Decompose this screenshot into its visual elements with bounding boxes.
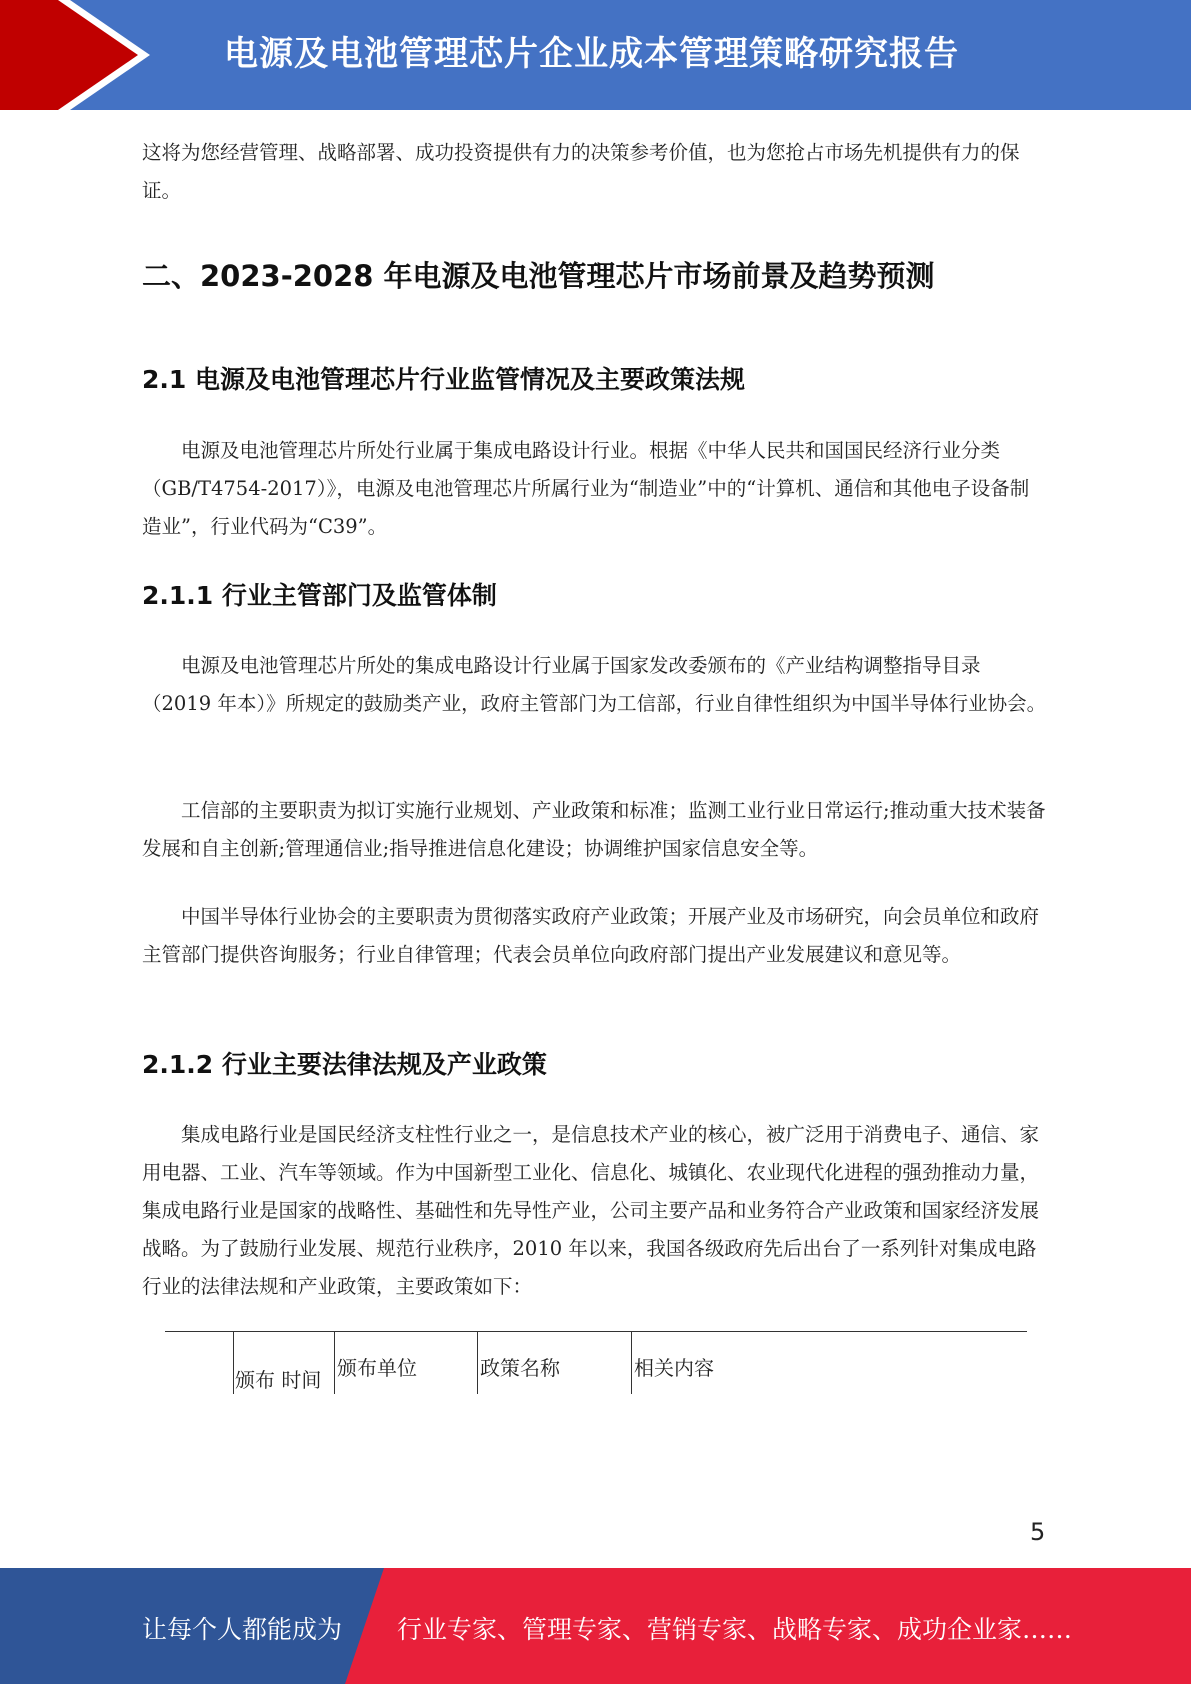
section-2-1-paragraph: 电源及电池管理芯片所处行业属于集成电路设计行业。根据《中华人民共和国国民经济行业分类（GB/T4754-2017）》，电源及电池管理芯片所属行业为“制造业”中的“计算机、通信和其他电子设备制造业”，行业代码为“C39”。 <box>142 439 1030 538</box>
section-2-1-2-heading: 2.1.2 行业主要法律法规及产业政策 <box>142 1050 547 1079</box>
table-header-content: 相关内容 <box>634 1356 714 1380</box>
policy-table-divider <box>233 1332 234 1394</box>
table-header-policy-name: 政策名称 <box>480 1356 560 1380</box>
footer-slogan-right: 行业专家、管理专家、营销专家、战略专家、成功企业家…… <box>397 1615 1073 1644</box>
policy-table-top-border <box>165 1331 1027 1332</box>
section-2-1-2-paragraph: 集成电路行业是国民经济支柱性行业之一，是信息技术产业的核心，被广泛用于消费电子、通信、家用电器、工业、汽车等领域。作为中国新型工业化、信息化、城镇化、农业现代化进程的强劲推动力量，集成电路行业是国家的战略性、基础性和先导性产业，公司主要产品和业务符合产业政策和国家经济发展战略。为了鼓励行业发展、规范行业秩序，2010 年以来，我国各级政府先后出台了一系列针对集成电路行业的法律法规和产业政策，主要政策如下： <box>142 1123 1040 1298</box>
section-2-1-1-paragraph-2: 工信部的主要职责为拟订实施行业规划、产业政策和标准；监测工业行业日常运行;推动重大技术装备发展和自主创新;管理通信业;指导推进信息化建设；协调维护国家信息安全等。 <box>142 799 1046 860</box>
report-header <box>0 0 1191 110</box>
footer-slogan-left: 让每个人都能成为 <box>142 1615 343 1644</box>
section-2-heading: 二、2023-2028 年电源及电池管理芯片市场前景及趋势预测 <box>142 259 935 293</box>
section-2-1-heading: 2.1 电源及电池管理芯片行业监管情况及主要政策法规 <box>142 365 745 394</box>
page-number: 5 <box>1030 1518 1046 1546</box>
intro-paragraph: 这将为您经营管理、战略部署、成功投资提供有力的决策参考价值，也为您抢占市场先机提供有力的保证。 <box>142 141 1020 202</box>
report-title: 电源及电池管理芯片企业成本管理策略研究报告 <box>224 34 959 74</box>
table-header-issuer: 颁布单位 <box>337 1356 417 1380</box>
policy-table-divider <box>334 1332 335 1394</box>
section-2-1-1-heading: 2.1.1 行业主管部门及监管体制 <box>142 581 497 610</box>
section-2-1-1-paragraph-3: 中国半导体行业协会的主要职责为贯彻落实政府产业政策；开展产业及市场研究，向会员单位和政府主管部门提供咨询服务；行业自律管理；代表会员单位向政府部门提出产业发展建议和意见等。 <box>142 905 1040 966</box>
section-2-1-1-paragraph-1: 电源及电池管理芯片所处的集成电路设计行业属于国家发改委颁布的《产业结构调整指导目录（2019 年本）》所规定的鼓励类产业，政府主管部门为工信部，行业自律性组织为中国半导体行业协会。 <box>142 654 1047 715</box>
policy-table-divider <box>631 1332 632 1394</box>
header-arrow-icon <box>0 0 138 110</box>
table-header-date: 颁布 时间 <box>235 1368 322 1392</box>
report-footer <box>0 1568 1191 1684</box>
policy-table-divider <box>477 1332 478 1394</box>
